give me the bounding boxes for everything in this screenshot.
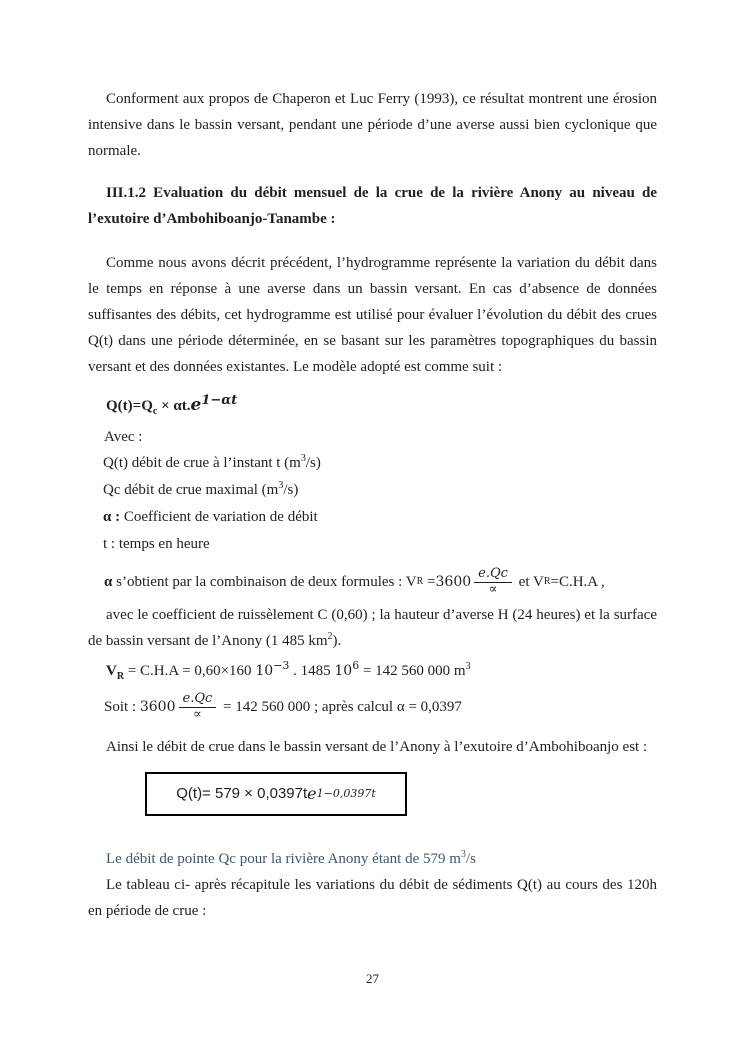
peak-flow-note	[106, 846, 657, 872]
soit-coefficient-3600: 3600	[139, 699, 176, 715]
vr-symbol-sub: R	[116, 671, 125, 682]
paragraph-coefficients	[88, 602, 657, 654]
vr-calculation-line	[106, 658, 657, 684]
alpha-formula-line: α s’obtient par la combinaison de deux formules : V R = 3600 $\frac{e.Qc}{\propto}$ et V R =C.H.A ,	[104, 565, 605, 597]
formula-model-qt	[106, 388, 657, 422]
definition-qc-unit: /s)	[283, 482, 299, 498]
power-ten-1: 10	[255, 663, 274, 679]
section-heading: III.1.2 Evaluation du débit mensuel de la crue de la rivière Anony au niveau de l’exutoire d’Ambohiboanjo-Tanambe :	[88, 185, 657, 227]
coef-text-end: ).	[332, 633, 342, 649]
formula-lhs: Q(t)=Q	[106, 398, 153, 414]
avec-label: Avec :	[104, 429, 143, 445]
definition-alpha-text: Coefficient de variation de débit	[120, 509, 318, 525]
fraction-denominator: ∝	[488, 581, 498, 597]
paragraph-hydrogramme: Comme nous avons décrit précédent, l’hydrogramme représente la variation du débit dans le temps en réponse à une averse dans un bassin versant. En cas d’absence de données suffisantes des débits, cet hydrogramme est utilisé pour évaluer l’évolution du débit des crues Q(t) dans une période déterminée, en se basant sur les paramètres topographiques du bassin versant et des données existantes. Le modèle adopté est comme suit :	[88, 255, 657, 375]
fraction-eqc-alpha	[474, 567, 512, 598]
definition-alpha	[103, 504, 657, 531]
boxed-formula-e: e	[307, 784, 317, 803]
definition-qt-sup: 3	[300, 453, 306, 464]
coefficient-3600: 3600	[435, 574, 472, 590]
paragraph-intro: Conforment aux propos de Chaperon et Luc Ferry (1993), ce résultat montrent une érosion intensive dans le bassin versant, pendant une période d’une averse aussi bien cyclonique que normale.	[88, 91, 657, 159]
soit-fraction	[179, 692, 217, 723]
m-cubed-sup: 3	[465, 661, 471, 672]
definition-qt	[103, 450, 657, 477]
soit-text-1: Soit :	[104, 699, 140, 715]
km-squared-sup: 2	[327, 631, 333, 642]
vr-text-3: = 142 560 000 m	[359, 663, 466, 679]
vr-symbol: V	[106, 663, 117, 679]
definitions-list	[103, 450, 657, 558]
soit-text-2: = 142 560 000 ; après calcul α = 0,0397	[219, 699, 462, 715]
alpha-symbol: α	[104, 574, 113, 590]
page-number: 27	[366, 971, 379, 986]
formula-sub-c: c	[152, 406, 158, 417]
power-ten-1-exp: −3	[273, 659, 290, 672]
definition-qc-sup: 3	[278, 480, 284, 491]
ainsi-line: Ainsi le débit de crue dans le bassin versant de l’Anony à l’exutoire d’Ambohiboanjo est :	[106, 739, 648, 755]
boxed-result-formula: Q(t)= 579 × 0,0397t e 1−0,0397t	[145, 772, 407, 816]
soit-fraction-denominator: ∝	[192, 706, 202, 722]
definition-t: t : temps en heure	[103, 536, 210, 552]
definition-qt-unit: /s)	[305, 455, 321, 471]
definition-alpha-symbol: α :	[103, 509, 121, 525]
peak-flow-text: Le débit de pointe Qc pour la rivière Anony étant de 579 m	[106, 851, 461, 867]
formula-e: e	[190, 395, 202, 415]
alpha-text-1: s’obtient par la combinaison de deux formules : V	[112, 574, 417, 590]
definition-qc	[103, 477, 657, 504]
definition-qc-text: Qc débit de crue maximal (m	[103, 482, 279, 498]
formula-exponent: 1−αt	[201, 393, 238, 408]
fraction-numerator: e.Qc	[474, 567, 512, 583]
alpha-equals: =	[423, 574, 436, 590]
soit-calculation-line	[104, 686, 657, 728]
paragraph-tableau: Le tableau ci- après récapitule les variations du débit de sédiments Q(t) au cours des 120h en période de crue :	[88, 877, 657, 919]
peak-flow-sup: 3	[460, 849, 466, 860]
coef-text: avec le coefficient de ruissèlement C (0,60) ; la hauteur d’averse H (24 heures) et la surface de bassin versant de l’Anony (1 485 km	[88, 607, 657, 649]
boxed-formula-main: Q(t)= 579 × 0,0397t	[176, 785, 308, 802]
soit-fraction-numerator: e.Qc	[179, 692, 217, 708]
vr-text-1: = C.H.A = 0,60×160	[124, 663, 256, 679]
formula-mid: × αt.	[157, 398, 191, 414]
alpha-text-3: =C.H.A ,	[550, 574, 605, 590]
alpha-text-2: et V	[514, 574, 544, 590]
definition-qt-text: Q(t) débit de crue à l’instant t (m	[103, 455, 301, 471]
power-ten-2: 10	[334, 663, 353, 679]
vr-text-2: . 1485	[289, 663, 335, 679]
peak-flow-unit: /s	[465, 851, 476, 867]
power-ten-2-exp: 6	[352, 659, 360, 672]
